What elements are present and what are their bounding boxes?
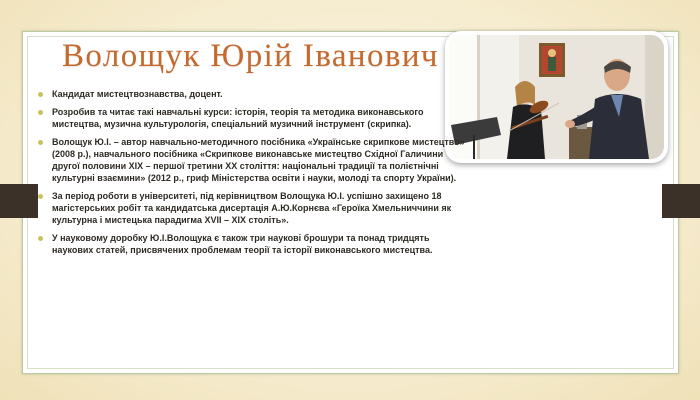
bullet-dot-icon — [38, 92, 43, 97]
bullet-dot-icon — [38, 194, 43, 199]
bullet-item — [38, 190, 472, 226]
slide-title: Волощук Юрій Іванович — [62, 38, 439, 74]
bullet-dot-icon — [38, 110, 43, 115]
bullet-text: Кандидат мистецтвознавства, доцент. — [52, 89, 223, 99]
bullet-text: Волощук Ю.І. – автор навчально-методичного посібника «Українське скрипкове мистецтво» (2008 р.), навчального посібника «Скрипкове виконавське мистецтво Східної Галичини другої половини XIX – першої третини XX століття: національні традиції та полієтнічні культурні взаємини» (2012 р., гриф Міністерства освіти і науки, молоді та спорту України). — [52, 137, 465, 183]
bullet-item — [38, 232, 472, 256]
bullet-text: Розробив та читає такі навчальні курси: історія, теорія та методика виконавського мистецтва, музична культурологія, спеціальний музичний інструмент (скрипка). — [52, 107, 424, 129]
bullet-text: У науковому доробку Ю.І.Волощука є також три наукові брошури та понад тридцять наукових статей, присвячених проблемам теорії та історії виконавського мистецтва. — [52, 233, 433, 255]
bullet-dot-icon — [38, 140, 43, 145]
teacher-with-violinist-photo — [449, 35, 664, 159]
left-accent-bar — [0, 184, 38, 218]
bullet-dot-icon — [38, 236, 43, 241]
bullet-item — [38, 136, 472, 184]
bullet-item — [38, 88, 458, 100]
bullet-text: За період роботи в університеті, під керівництвом Волощука Ю.І. успішно захищено 18 магістерських робіт та кандидатська дисертація А.Ю.Корнєва «Героїка Хмельниччини як культурна і мистецька парадигма XVII – XIX століть». — [52, 191, 452, 225]
right-accent-bar — [662, 184, 700, 218]
bullet-item — [38, 106, 458, 130]
bullet-list — [38, 88, 465, 262]
photo-frame — [445, 31, 668, 163]
